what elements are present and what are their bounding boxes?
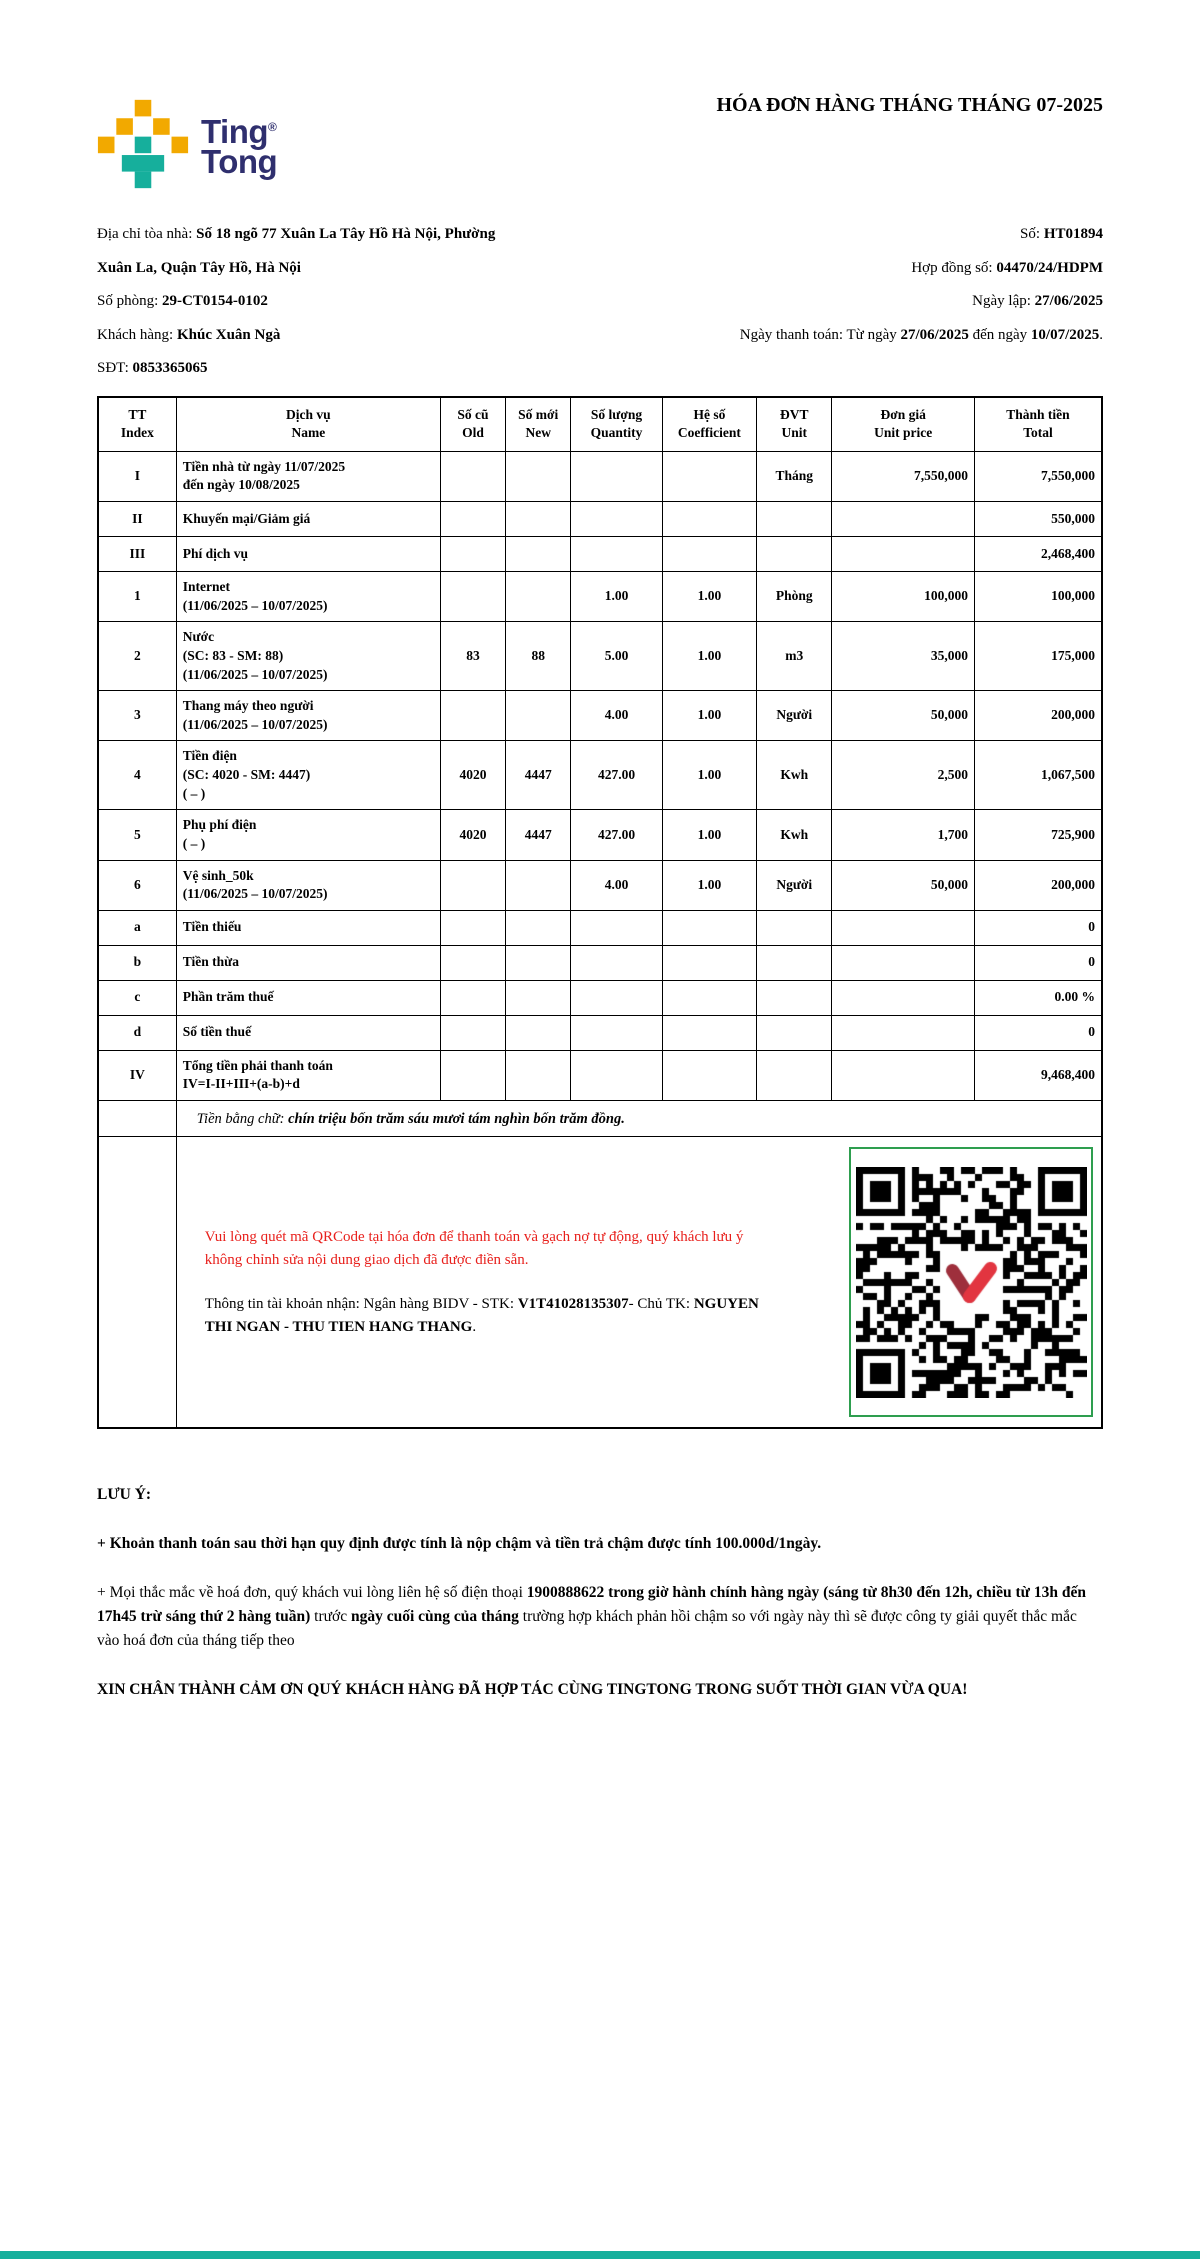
cell-coef: 1.00 [662,860,756,910]
cell-old [440,502,505,537]
info-right-column [660,218,1103,386]
cell-name: Vệ sinh_50k (11/06/2025 – 10/07/2025) [176,860,440,910]
table-row [98,502,1102,537]
cell-total: 200,000 [974,860,1102,910]
cell-qty [571,1050,662,1100]
column-header: Thành tiền Total [974,397,1102,452]
cell-total: 200,000 [974,691,1102,741]
cell-name: Thang máy theo người (11/06/2025 – 10/07/2025) [176,691,440,741]
cell-price: 2,500 [832,741,975,810]
cell-coef [662,945,756,980]
contract-number: Hợp đồng số: 04470/24/HDPM [911,259,1103,276]
cell-old [440,1015,505,1050]
cell-coef: 1.00 [662,810,756,860]
cell-index: II [98,502,176,537]
cell-coef: 1.00 [662,572,756,622]
cell-total: 0 [974,945,1102,980]
cell-coef [662,910,756,945]
cell-coef [662,502,756,537]
notes-heading: LƯU Ý: [97,1486,152,1503]
cell-name: Tiền thừa [176,945,440,980]
cell-name: Khuyến mại/Giảm giá [176,502,440,537]
cell-price: 7,550,000 [832,451,975,501]
cell-coef [662,1015,756,1050]
registered-mark: ® [268,120,277,134]
tingtong-logo-text: Ting® Tong [201,113,278,180]
cell-coef [662,537,756,572]
cell-total: 0.00 % [974,980,1102,1015]
cell-new [506,451,571,501]
cell-qty [571,502,662,537]
cell-total: 725,900 [974,810,1102,860]
column-header: Hệ số Coefficient [662,397,756,452]
cell-name: Tiền nhà từ ngày 11/07/2025 đến ngày 10/08/2025 [176,451,440,501]
cell-name: Nước (SC: 83 - SM: 88) (11/06/2025 – 10/07/2025) [176,622,440,691]
cell-qty: 5.00 [571,622,662,691]
cell-name: Tiền thiếu [176,910,440,945]
footer-notes [97,1483,1103,1702]
cell-total: 175,000 [974,622,1102,691]
cell-total: 100,000 [974,572,1102,622]
cell-qty [571,945,662,980]
column-header: Số mới New [506,397,571,452]
cell-qty: 4.00 [571,691,662,741]
cell-total: 7,550,000 [974,451,1102,501]
invoice-info [97,218,1103,386]
cell-old [440,451,505,501]
cell-index: a [98,910,176,945]
column-header: Số cũ Old [440,397,505,452]
cell-new [506,537,571,572]
cell-total: 0 [974,910,1102,945]
cell-price [832,1050,975,1100]
cell-total: 9,468,400 [974,1050,1102,1100]
cell-new [506,980,571,1015]
table-row [98,572,1102,622]
cell-coef: 1.00 [662,741,756,810]
cell-old [440,537,505,572]
cell-coef [662,1050,756,1100]
cell-old [440,910,505,945]
cell-price [832,537,975,572]
cell-old: 4020 [440,741,505,810]
cell-index: d [98,1015,176,1050]
amount-in-words: Tiền bằng chữ: chín triệu bốn trăm sáu mươi tám nghìn bốn trăm đồng. [196,1110,625,1127]
building-address-line2: Xuân La, Quận Tây Hồ, Hà Nội [97,259,301,276]
cell-price: 50,000 [832,860,975,910]
invoice-table [97,396,1103,1430]
cell-new [506,1015,571,1050]
cell-index: c [98,980,176,1015]
hotline-note: + Mọi thắc mắc về hoá đơn, quý khách vui lòng liên hệ số điện thoại 1900888622 trong giờ hành chính hàng ngày (sáng từ 8h30 đến 12h, chiều từ 13h đến 17h45 trừ sáng thứ 2 hàng tuần) trước ngày cuối cùng của tháng trường hợp khách phản hồi chậm so với ngày này thì sẽ được công ty giải quyết thắc mắc vào hoá đơn của tháng tiếp theo [97,1584,1086,1650]
cell-index: I [98,451,176,501]
cell-price [832,910,975,945]
amount-in-words-row [98,1101,1102,1137]
cell-index: III [98,537,176,572]
cell-new [506,691,571,741]
cell-price [832,1015,975,1050]
info-left-column [97,218,660,386]
empty-cell [98,1137,176,1429]
cell-qty [571,537,662,572]
cell-qty: 1.00 [571,572,662,622]
cell-unit [757,537,832,572]
customer-name: Khách hàng: Khúc Xuân Ngà [97,326,281,343]
cell-new: 88 [506,622,571,691]
cell-unit: Người [757,691,832,741]
cell-name: Internet (11/06/2025 – 10/07/2025) [176,572,440,622]
table-row [98,1015,1102,1050]
cell-qty: 427.00 [571,741,662,810]
cell-index: b [98,945,176,980]
table-row [98,741,1102,810]
cell-unit [757,910,832,945]
cell-unit: Tháng [757,451,832,501]
cell-index: 3 [98,691,176,741]
column-header: Dịch vụ Name [176,397,440,452]
cell-old [440,1050,505,1100]
cell-total: 550,000 [974,502,1102,537]
cell-new: 4447 [506,741,571,810]
cell-old [440,691,505,741]
qr-instruction-text: Vui lòng quét mã QRCode tại hóa đơn để thanh toán và gạch nợ tự động, quý khách lưu ý không chỉnh sửa nội dung giao dịch đã được điền sẵn. [204,1229,744,1268]
cell-new [506,502,571,537]
column-header: TT Index [98,397,176,452]
cell-total: 2,468,400 [974,537,1102,572]
column-header: Số lượng Quantity [571,397,662,452]
table-row [98,622,1102,691]
document-title: HÓA ĐƠN HÀNG THÁNG THÁNG 07-2025 [716,94,1103,116]
cell-unit [757,1015,832,1050]
column-header: ĐVT Unit [757,397,832,452]
cell-old [440,980,505,1015]
table-header-row [98,397,1102,452]
cell-name: Tổng tiền phải thanh toán IV=I-II+III+(a-b)+d [176,1050,440,1100]
tingtong-logo-icon [97,98,189,190]
table-row [98,980,1102,1015]
cell-price: 1,700 [832,810,975,860]
cell-qty [571,980,662,1015]
cell-index: IV [98,1050,176,1100]
cell-unit: Phòng [757,572,832,622]
cell-unit: m3 [757,622,832,691]
cell-qty [571,910,662,945]
late-payment-note: + Khoản thanh toán sau thời hạn quy định được tính là nộp chậm và tiền trả chậm được tính 100.000d/1ngày. [97,1535,822,1553]
cell-unit: Kwh [757,741,832,810]
cell-unit: Người [757,860,832,910]
payment-instructions [205,1226,770,1338]
building-address: Địa chỉ tòa nhà: Số 18 ngõ 77 Xuân La Tây Hồ Hà Nội, Phường [97,226,496,242]
cell-price [832,980,975,1015]
cell-name: Số tiền thuế [176,1015,440,1050]
qr-code [856,1167,1087,1398]
header [97,90,1103,190]
cell-unit [757,502,832,537]
table-row [98,451,1102,501]
thank-you-note: XIN CHÂN THÀNH CẢM ƠN QUÝ KHÁCH HÀNG ĐÃ HỢP TÁC CÙNG TINGTONG TRONG SUỐT THỜI GIAN VỪA QUA! [97,1681,968,1699]
cell-index: 1 [98,572,176,622]
cell-old [440,572,505,622]
qr-frame [849,1147,1093,1417]
cell-name: Phụ phí điện ( – ) [176,810,440,860]
cell-old: 83 [440,622,505,691]
cell-unit: Kwh [757,810,832,860]
cell-coef [662,980,756,1015]
cell-old [440,945,505,980]
cell-unit [757,945,832,980]
qr-row [98,1137,1102,1429]
cell-price: 100,000 [832,572,975,622]
bank-account-info: Thông tin tài khoản nhận: Ngân hàng BIDV - STK: V1T41028135307- Chủ TK: NGUYEN THI NGAN - THU TIEN HANG THANG. [204,1296,759,1335]
cell-new [506,572,571,622]
cell-unit [757,980,832,1015]
table-row [98,910,1102,945]
cell-unit [757,1050,832,1100]
cell-new [506,1050,571,1100]
cell-coef: 1.00 [662,691,756,741]
cell-coef: 1.00 [662,622,756,691]
cell-name: Phí dịch vụ [176,537,440,572]
cell-index: 6 [98,860,176,910]
empty-cell [98,1101,176,1137]
cell-coef [662,451,756,501]
cell-qty [571,1015,662,1050]
cell-old: 4020 [440,810,505,860]
cell-price [832,945,975,980]
qr-section-cell [176,1137,1102,1429]
cell-price [832,502,975,537]
cell-qty: 427.00 [571,810,662,860]
cell-name: Phần trăm thuế [176,980,440,1015]
cell-qty [571,451,662,501]
table-row [98,1050,1102,1100]
cell-index: 4 [98,741,176,810]
table-row [98,691,1102,741]
table-row [98,860,1102,910]
cell-index: 5 [98,810,176,860]
cell-old [440,860,505,910]
invoice-number: Số: HT01894 [1020,226,1103,242]
cell-new: 4447 [506,810,571,860]
cell-total: 0 [974,1015,1102,1050]
table-row [98,945,1102,980]
room-number: Số phòng: 29-CT0154-0102 [97,293,268,309]
cell-new [506,945,571,980]
customer-phone: SĐT: 0853365065 [97,360,208,376]
tingtong-logo [97,98,277,190]
issue-date: Ngày lập: 27/06/2025 [972,293,1103,309]
amount-in-words-cell [176,1101,1102,1137]
footer-brand-bar [0,2251,1200,2259]
cell-total: 1,067,500 [974,741,1102,810]
cell-new [506,910,571,945]
payment-period: Ngày thanh toán: Từ ngày 27/06/2025 đến ngày 10/07/2025. [739,326,1103,343]
cell-index: 2 [98,622,176,691]
column-header: Đơn giá Unit price [832,397,975,452]
table-row [98,810,1102,860]
cell-name: Tiền điện (SC: 4020 - SM: 4447) ( – ) [176,741,440,810]
cell-new [506,860,571,910]
cell-qty: 4.00 [571,860,662,910]
cell-price: 50,000 [832,691,975,741]
cell-price: 35,000 [832,622,975,691]
table-row [98,537,1102,572]
